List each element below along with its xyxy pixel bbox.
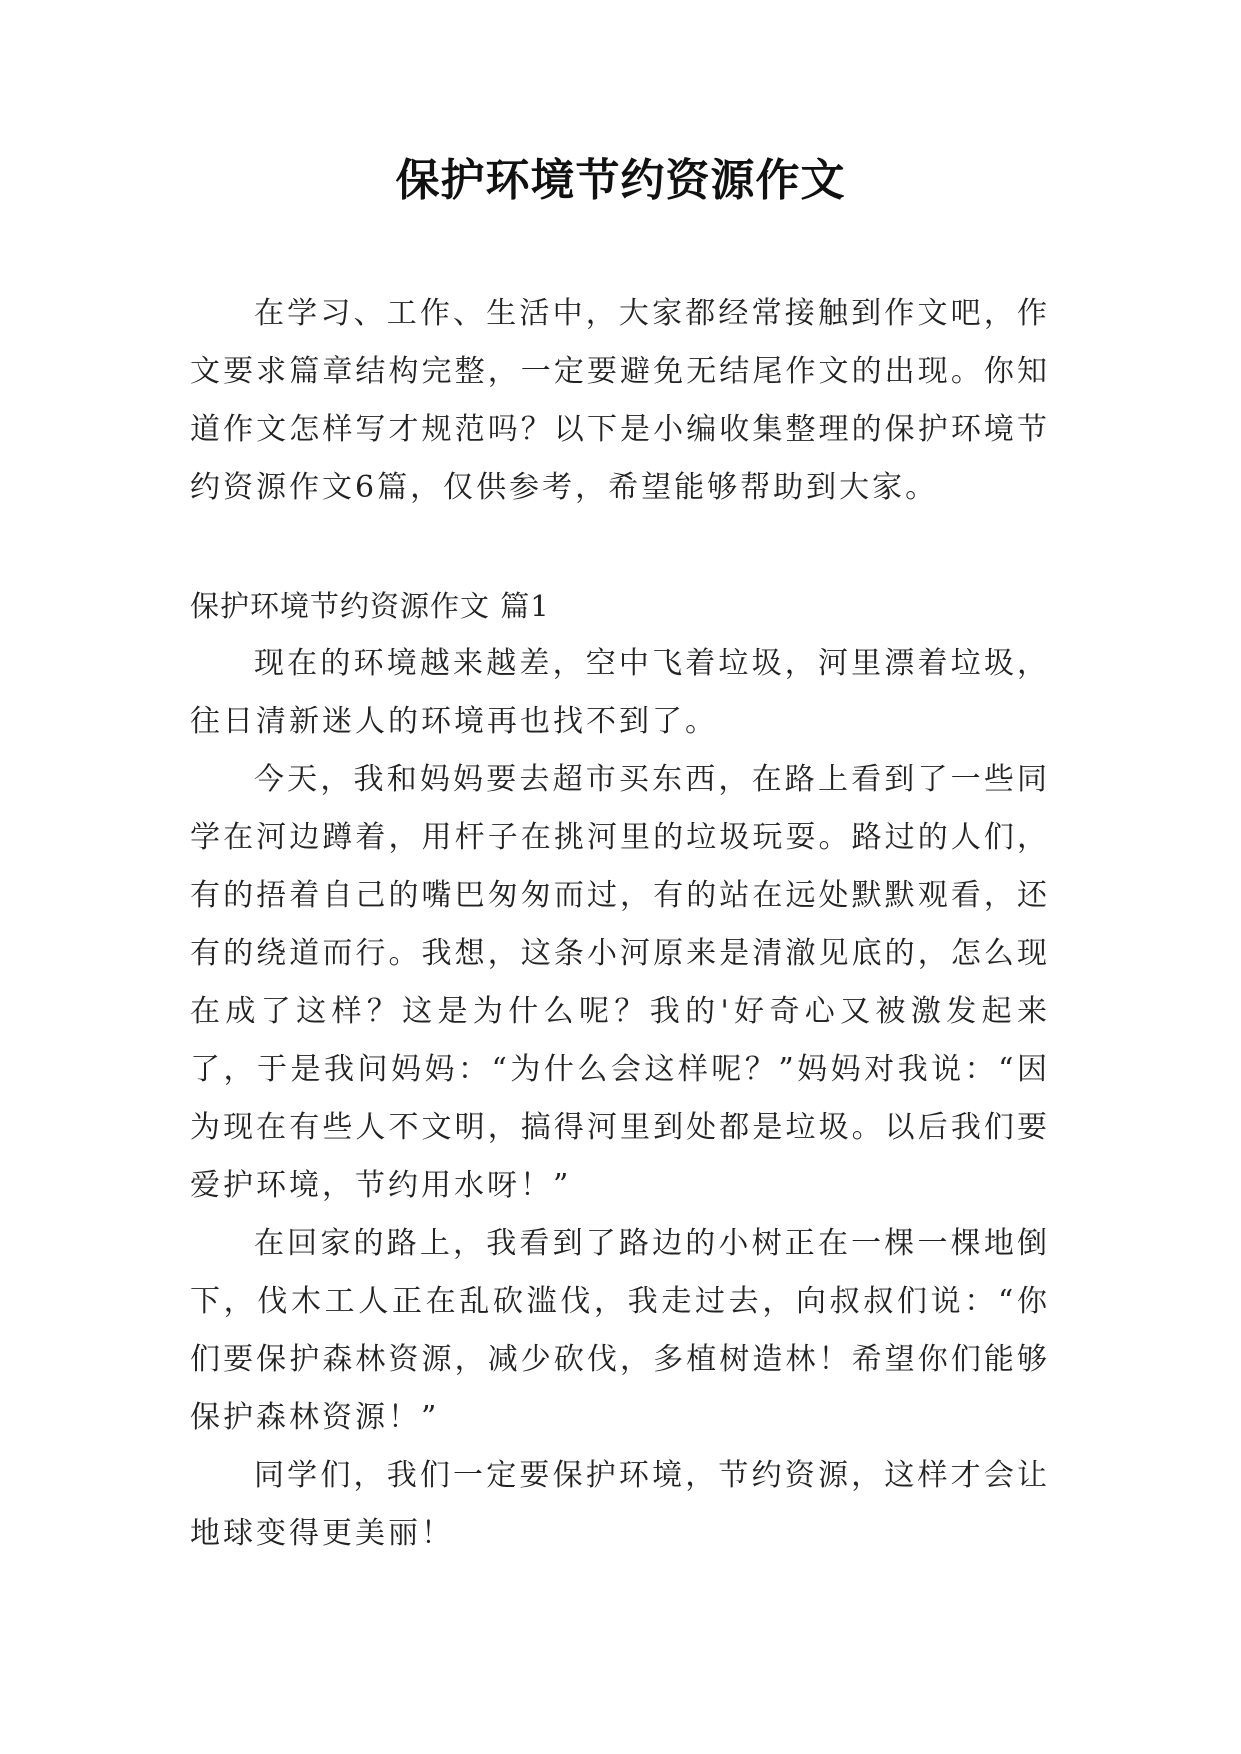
intro-paragraph: 在学习、工作、生活中，大家都经常接触到作文吧，作文要求篇章结构完整，一定要避免无结尾作文的出现。你知道作文怎样写才规范吗？以下是小编收集整理的保护环境节约资源作文6篇，仅供参考，希望能够帮助到大家。: [190, 296, 1050, 505]
body-paragraph-2: 今天，我和妈妈要去超市买东西，在路上看到了一些同学在河边蹲着，用杆子在挑河里的垃圾玩耍。路过的人们，有的捂着自己的嘴巴匆匆而过，有的站在远处默默观看，还有的绕道而行。我想，这条小河原来是清澈见底的，怎么现在成了这样？这是为什么呢？我的'好奇心又被激发起来了，于是我问妈妈：“为什么会这样呢？”妈妈对我说：“因为现在有些人不文明，搞得河里到处都是垃圾。以后我们要爱护环境，节约用水呀！”: [190, 762, 1050, 1203]
body-paragraph-3: 在回家的路上，我看到了路边的小树正在一棵一棵地倒下，伐木工人正在乱砍滥伐，我走过去，向叔叔们说：“你们要保护森林资源，减少砍伐，多植树造林！希望你们能够保护森林资源！”: [190, 1226, 1050, 1435]
document-title: 保护环境节约资源作文: [395, 155, 846, 206]
intro-block: [190, 285, 1050, 517]
body-paragraph-4: 同学们，我们一定要保护环境，节约资源，这样才会让地球变得更美丽！: [190, 1458, 1050, 1551]
body-paragraph-1: 现在的环境越来越差，空中飞着垃圾，河里漂着垃圾，往日清新迷人的环境再也找不到了。: [190, 646, 1050, 739]
section-heading: 保护环境节约资源作文 篇1: [190, 589, 550, 623]
essay-section-1: [190, 577, 1050, 1563]
